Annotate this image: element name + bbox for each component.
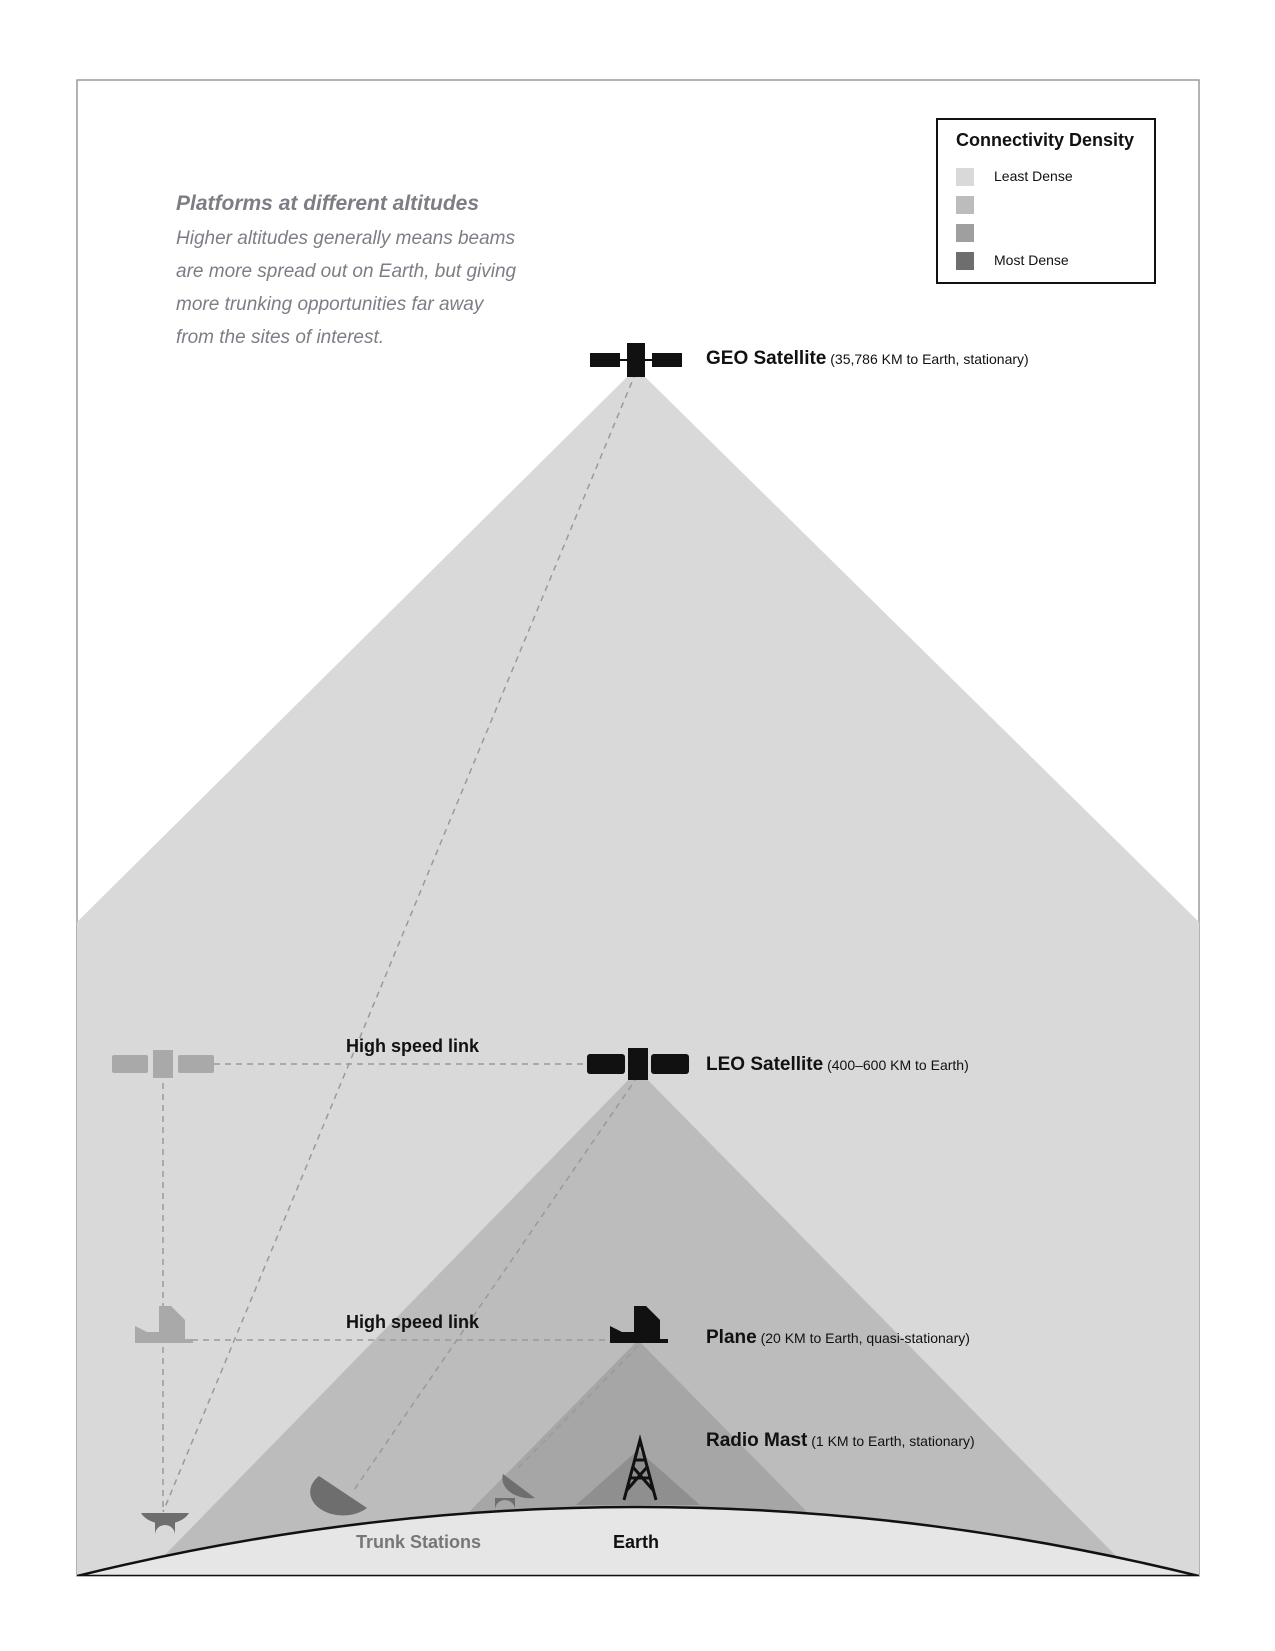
- intro-line: are more spread out on Earth, but giving: [176, 261, 517, 282]
- intro: [176, 192, 536, 354]
- earth-label: Earth: [613, 1532, 660, 1552]
- mast-label: [706, 1430, 975, 1452]
- legend-swatch: [956, 252, 974, 270]
- legend: [936, 118, 1156, 284]
- legend-swatch: [956, 224, 974, 242]
- trunk-stations-label: Trunk Stations: [356, 1532, 482, 1552]
- mast-detail: (1 KM to Earth, stationary): [811, 1433, 975, 1449]
- intro-heading: Platforms at different altitudes: [176, 192, 480, 215]
- leo-name: LEO Satellite: [706, 1054, 824, 1075]
- geo-detail: (35,786 KM to Earth, stationary): [830, 351, 1029, 367]
- plane-detail: (20 KM to Earth, quasi-stationary): [760, 1330, 970, 1346]
- mast-name: Radio Mast: [706, 1430, 808, 1451]
- legend-swatch: [956, 196, 974, 214]
- plane-name: Plane: [706, 1327, 757, 1348]
- legend-label: Most Dense: [994, 252, 1069, 268]
- plane-link-label: High speed link: [346, 1312, 480, 1332]
- geo-label: [706, 348, 1029, 370]
- legend-title: Connectivity Density: [956, 130, 1135, 150]
- geo-name: GEO Satellite: [706, 348, 827, 369]
- intro-line: more trunking opportunities far away: [176, 294, 484, 315]
- intro-line: Higher altitudes generally means beams: [176, 228, 516, 249]
- intro-line: from the sites of interest.: [176, 327, 385, 348]
- leo-label: [706, 1054, 969, 1076]
- plane-label: [706, 1327, 970, 1349]
- leo-detail: (400–600 KM to Earth): [827, 1057, 969, 1073]
- leo-link-label: High speed link: [346, 1036, 480, 1056]
- legend-swatch: [956, 168, 974, 186]
- legend-label: Least Dense: [994, 168, 1073, 184]
